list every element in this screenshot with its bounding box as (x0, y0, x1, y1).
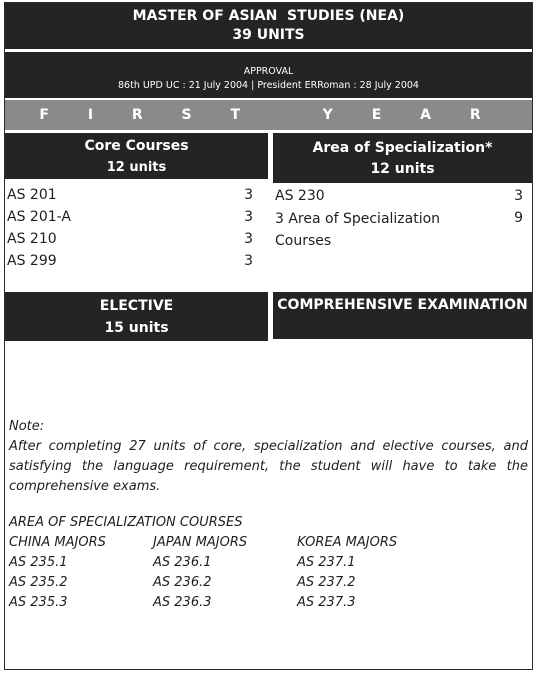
course-units: 3 (244, 187, 253, 203)
course-row (7, 207, 253, 229)
major-course: AS 236.1 (153, 555, 212, 570)
course-code: AS 210 (7, 231, 57, 247)
major-course: AS 236.2 (153, 575, 212, 590)
approval-label: APPROVAL (243, 66, 294, 77)
major-course: AS 235.3 (9, 595, 68, 610)
major-course: AS 235.2 (9, 575, 68, 590)
program-title (5, 3, 532, 49)
course-units: 3 (244, 231, 253, 247)
major-title: KOREA MAJORS (297, 535, 398, 550)
course-units: 3 (244, 253, 253, 269)
course-code: AS 230 (275, 188, 325, 204)
major-course: AS 237.1 (297, 555, 356, 570)
course-units: 9 (514, 210, 523, 226)
major-course: AS 235.1 (9, 555, 68, 570)
approval-details: 86th UPD UC : 21 July 2004 | President ERRoman : 28 July 2004 (118, 80, 419, 91)
year-banner (5, 100, 532, 130)
major-course: AS 236.3 (153, 595, 212, 610)
aos-heading: AREA OF SPECIALIZATION COURSES (9, 515, 243, 530)
major-title: CHINA MAJORS (9, 535, 106, 550)
core-courses-title: Core Courses (84, 138, 189, 154)
note-text: After completing 27 units of core, specialization and elective courses, and satisfying the language requirement, the student will have to take the comprehensive exams. (9, 439, 528, 494)
comprehensive-exam-header (273, 292, 532, 339)
core-courses-header (5, 133, 268, 179)
course-row (7, 229, 253, 251)
course-row (7, 251, 253, 273)
approval-banner (5, 52, 532, 98)
major-course: AS 237.3 (297, 595, 356, 610)
specialization-title: Area of Specialization* (312, 140, 493, 156)
course-units: 3 (244, 209, 253, 225)
year-banner-label: F I R S T Y E A R (39, 107, 498, 123)
major-column (297, 533, 437, 613)
elective-title: ELECTIVE (99, 298, 174, 314)
comprehensive-exam-title: COMPREHENSIVE EXAMINATION (277, 297, 528, 313)
curriculum-sheet (4, 2, 533, 670)
course-code: AS 299 (7, 253, 57, 269)
course-row (275, 186, 523, 208)
program-total-units: 39 UNITS (232, 27, 305, 43)
specialization-header (273, 133, 532, 183)
course-row (7, 185, 253, 207)
major-title: JAPAN MAJORS (153, 535, 248, 550)
program-name: MASTER OF ASIAN STUDIES (NEA) (132, 8, 405, 24)
major-course: AS 237.2 (297, 575, 356, 590)
specialization-courses-units-row (475, 208, 523, 230)
major-column (9, 533, 149, 613)
specialization-courses-desc: 3 Area of Specialization Courses (275, 211, 441, 249)
course-units: 3 (514, 188, 523, 204)
core-courses-units: 12 units (106, 160, 167, 175)
elective-units: 15 units (104, 320, 169, 336)
major-column (153, 533, 293, 613)
specialization-units: 12 units (370, 161, 435, 177)
elective-header (5, 292, 268, 341)
note-label: Note: (9, 419, 45, 434)
course-code: AS 201 (7, 187, 57, 203)
course-code: AS 201-A (7, 209, 71, 225)
